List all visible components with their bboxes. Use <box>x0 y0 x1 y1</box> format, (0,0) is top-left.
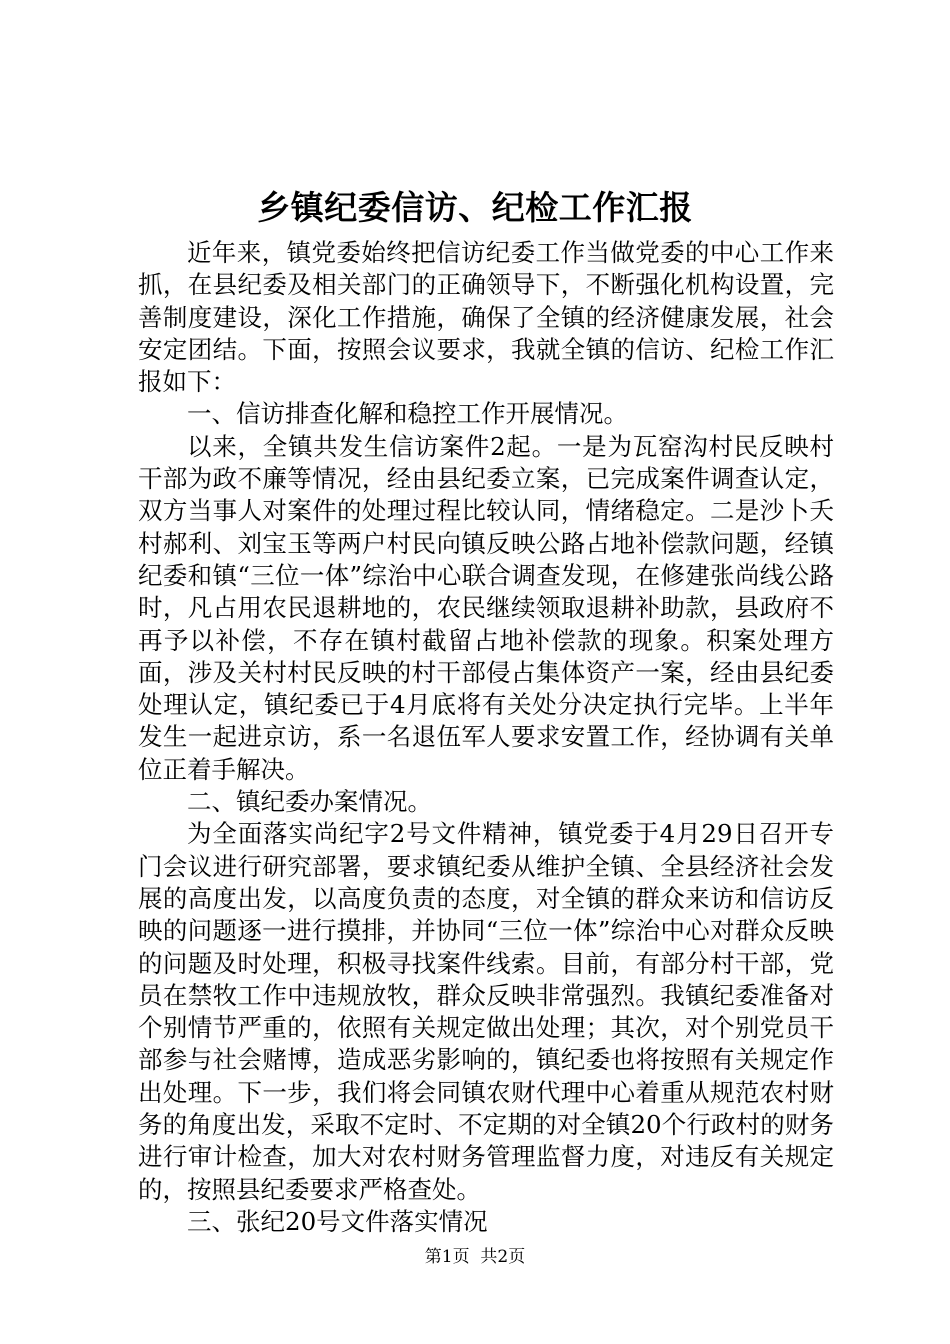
page-number: 第1页 <box>424 1247 470 1267</box>
document-title: 乡镇纪委信访、纪检工作汇报 <box>257 188 693 227</box>
page-footer <box>0 1245 950 1269</box>
document-body <box>138 237 834 1238</box>
section-heading-3: 三、张纪20号文件落实情况 <box>187 1206 488 1236</box>
paragraph-section-1: 以来，全镇共发生信访案件2起。一是为瓦窑沟村民反映村干部为政不廉等情况，经由县纪委立案，已完成案件调查认定，双方当事人对案件的处理过程比较认同，情绪稳定。二是沙卜夭村郝利、刘宝玉等两户村民向镇反映公路占地补偿款问题，经镇纪委和镇“三位一体”综治中心联合调查发现，在修建张尚线公路时，凡占用农民退耕地的，农民继续领取退耕补助款，县政府不再予以补偿，不存在镇村截留占地补偿款的现象。积案处理方面，涉及关村村民反映的村干部侵占集体资产一案，经由县纪委处理认定，镇纪委已于4月底将有关处分决定执行完毕。上半年发生一起进京访，系一名退伍军人要求安置工作，经协调有关单位正着手解决。 <box>138 431 834 784</box>
paragraph-intro: 近年来，镇党委始终把信访纪委工作当做党委的中心工作来抓，在县纪委及相关部门的正确领导下，不断强化机构设置，完善制度建设，深化工作措施，确保了全镇的经济健康发展，社会安定团结。下面，按照会议要求，我就全镇的信访、纪检工作汇报如下： <box>138 238 834 397</box>
paragraph-section-2: 为全面落实尚纪字2号文件精神，镇党委于4月29日召开专门会议进行研究部署，要求镇纪委从维护全镇、全县经济社会发展的高度出发，以高度负责的态度，对全镇的群众来访和信访反映的问题逐一进行摸排，并协同“三位一体”综治中心对群众反映的问题及时处理，积极寻找案件线索。目前，有部分村干部，党员在禁牧工作中违规放牧，群众反映非常强烈。我镇纪委准备对个别情节严重的，依照有关规定做出处理；其次，对个别党员干部参与社会赌博，造成恶劣影响的，镇纪委也将按照有关规定作出处理。下一步，我们将会同镇农财代理中心着重从规范农村财务的角度出发，采取不定时、不定期的对全镇20个行政村的财务进行审计检查，加大对农村财务管理监督力度，对违反有关规定的，按照县纪委要求严格查处。 <box>138 819 834 1204</box>
section-heading-2: 二、镇纪委办案情况。 <box>187 787 432 817</box>
section-heading-1: 一、信访排查化解和稳控工作开展情况。 <box>187 399 628 429</box>
page-total: 共2页 <box>480 1247 526 1267</box>
